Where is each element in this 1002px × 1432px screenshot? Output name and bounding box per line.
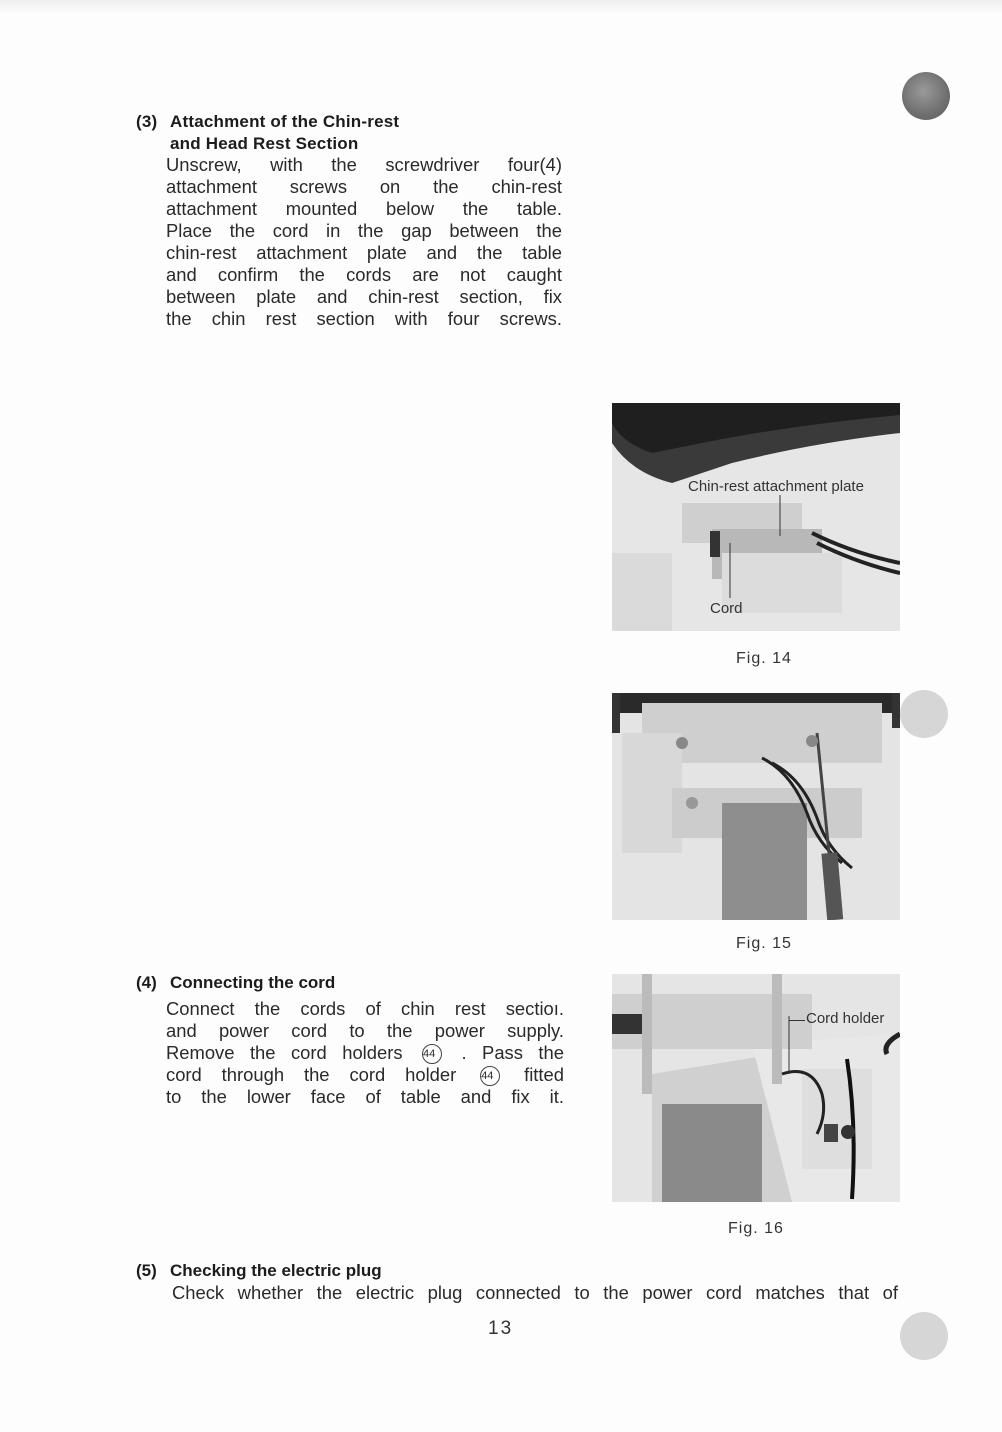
section-5-heading (136, 1261, 382, 1281)
section-4-text: . Pass the (461, 1042, 564, 1063)
section-3-body (166, 154, 562, 330)
binder-hole-middle (900, 690, 948, 738)
fig-14-caption: Fig. 14 (736, 650, 792, 667)
section-3-line: attachment mounted below the table. (166, 198, 562, 219)
section-3-title-line1: Attachment of the Chin-rest (170, 112, 400, 131)
section-4-body (166, 998, 564, 1108)
fig-16-label-holder: Cord holder (806, 1010, 885, 1027)
section-3-line: Unscrew, with the screwdriver four(4) (166, 154, 562, 175)
section-3-line: and confirm the cords are not caught (166, 264, 562, 285)
section-3-line: attachment screws on the chin-rest (166, 176, 562, 197)
section-3-heading (136, 112, 399, 132)
section-4-line: Connect the cords of chin rest sectioı. (166, 998, 564, 1019)
binder-hole-top (902, 72, 950, 120)
scan-shadow (0, 0, 1002, 14)
fig-14-label-cord: Cord (710, 600, 743, 617)
section-3-title-line2: and Head Rest Section (170, 134, 359, 153)
section-3-heading-line2 (170, 134, 358, 154)
section-3-line: Place the cord in the gap between the (166, 220, 562, 241)
section-4-line: and power cord to the power supply. (166, 1020, 564, 1041)
section-3-line: chin-rest attachment plate and the table (166, 242, 562, 263)
cord-holder-ref-symbol: 44 (422, 1044, 442, 1064)
fig-15-caption: Fig. 15 (736, 935, 792, 952)
section-4-line: to the lower face of table and fix it. (166, 1086, 564, 1107)
section-4-text: Remove the cord holders (166, 1042, 403, 1063)
page-number: 13 (488, 1318, 514, 1339)
binder-hole-bottom (900, 1312, 948, 1360)
fig-16-photo (612, 974, 900, 1202)
fig-14-photo (612, 403, 900, 631)
section-4-text: cord through the cord holder (166, 1064, 457, 1085)
section-4-title: Connecting the cord (170, 973, 336, 992)
section-5-title: Checking the electric plug (170, 1261, 382, 1280)
cord-holder-ref-symbol: 44 (480, 1066, 500, 1086)
section-5-body: Check whether the electric plug connected to the power cord matches that of (172, 1282, 898, 1303)
section-5-number: (5) (136, 1261, 157, 1280)
fig-15-photo (612, 693, 900, 920)
section-3-line: the chin rest section with four screws. (166, 308, 562, 329)
section-4-text: fitted (524, 1064, 564, 1085)
section-3-line: between plate and chin-rest section, fix (166, 286, 562, 307)
fig-14-label-plate: Chin-rest attachment plate (688, 478, 864, 495)
section-4-line (166, 1064, 564, 1086)
section-4-number: (4) (136, 973, 157, 992)
fig-16-caption: Fig. 16 (728, 1220, 784, 1237)
section-4-heading (136, 973, 335, 993)
section-4-line (166, 1042, 564, 1064)
fig-16-label-dash (789, 1020, 805, 1021)
section-3-number: (3) (136, 112, 158, 131)
